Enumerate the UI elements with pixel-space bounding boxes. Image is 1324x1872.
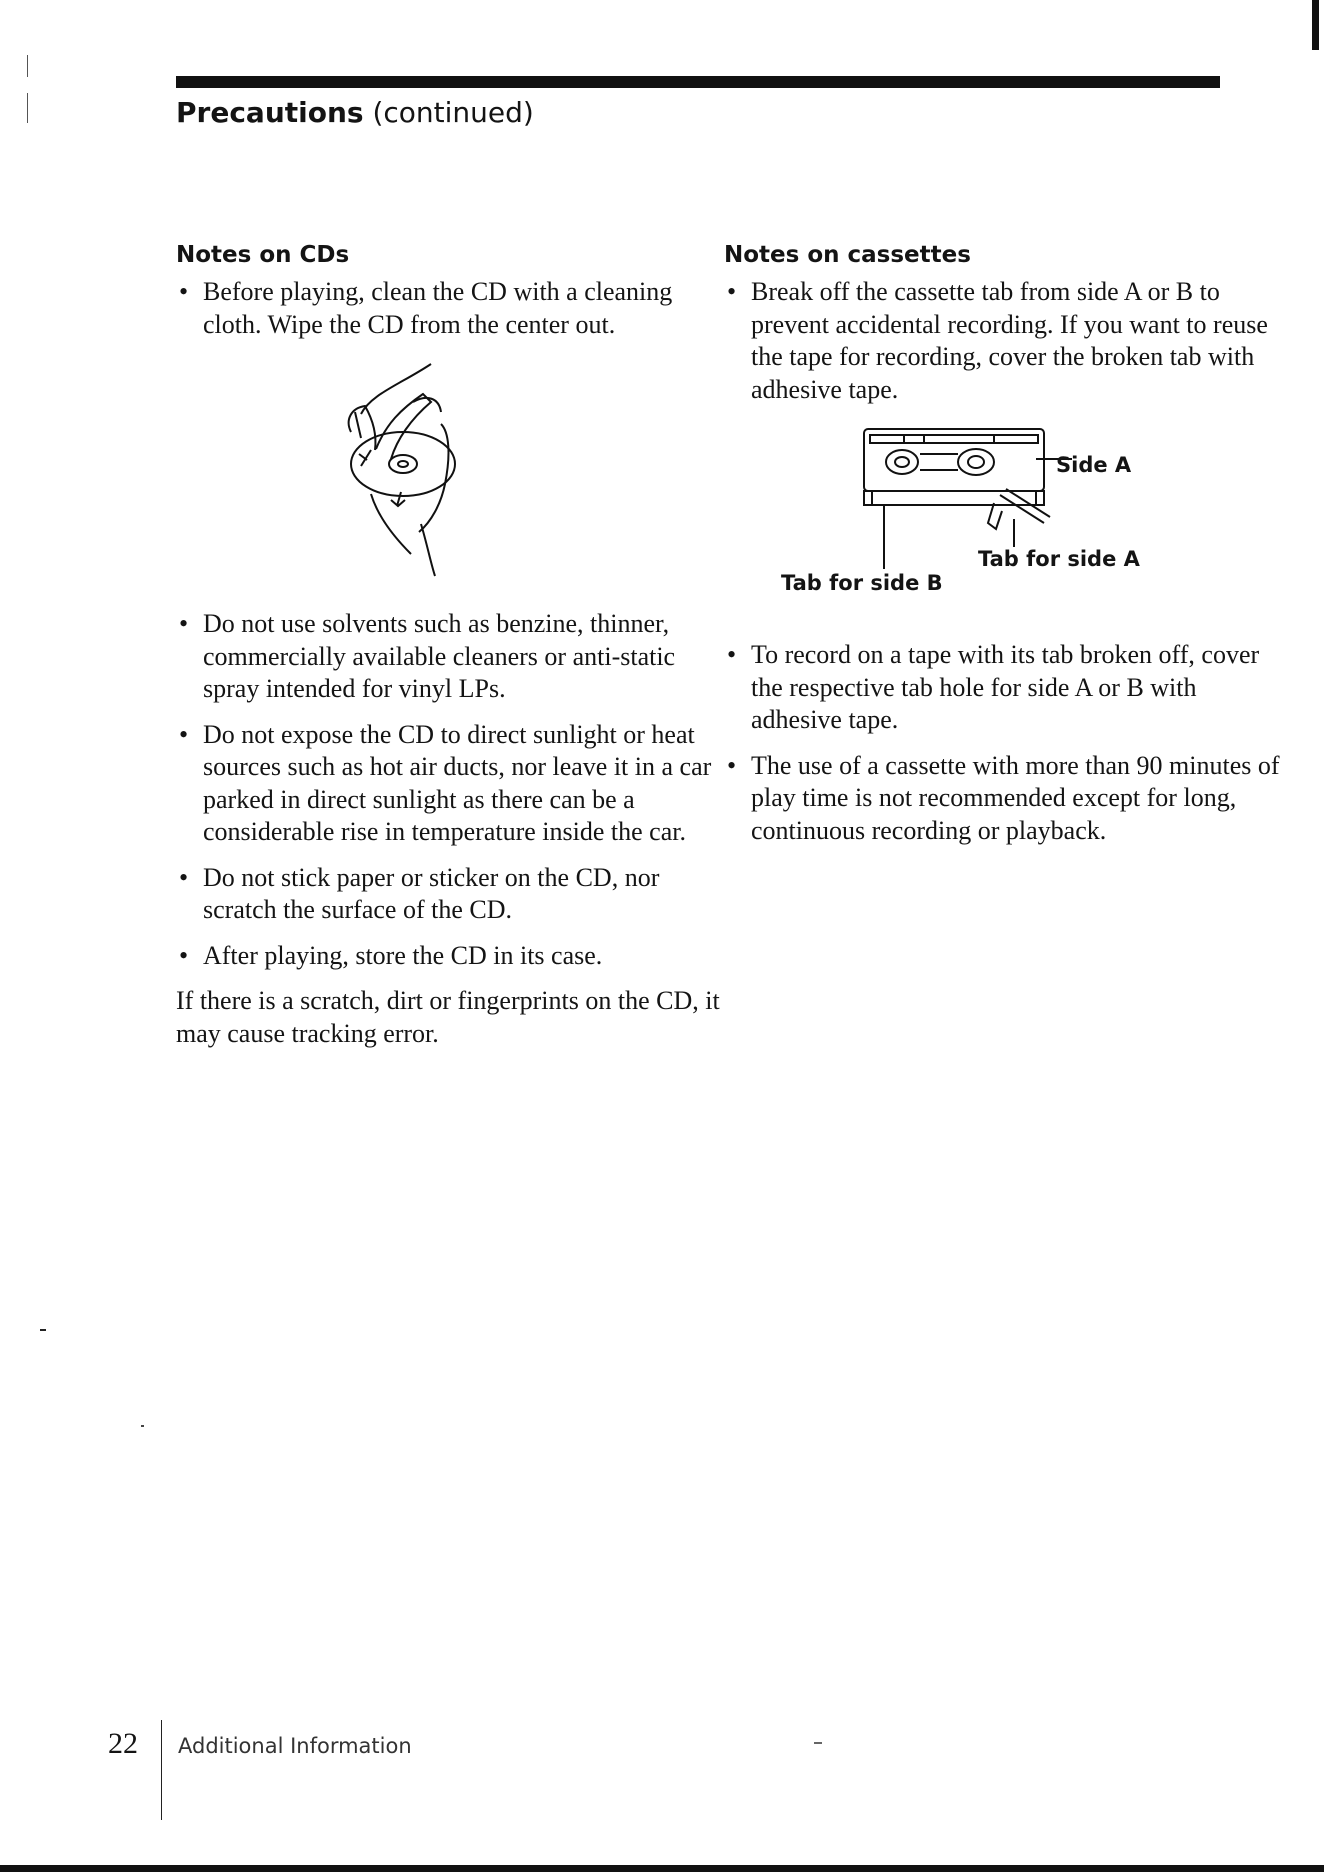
label-tab-side-b: Tab for side B xyxy=(781,571,943,595)
cd-note-bullet: • Before playing, clean the CD with a cleaning cloth. Wipe the CD from the center out. xyxy=(176,276,736,341)
page-number: 22 xyxy=(108,1727,138,1760)
page-title-suffix: (continued) xyxy=(363,96,534,129)
footer-section-name: Additional Information xyxy=(178,1734,412,1758)
corner-registration-mark xyxy=(1312,0,1319,50)
label-side-a: Side A xyxy=(1056,453,1132,477)
cd-notes-section xyxy=(176,240,736,1050)
cd-note-bullet: • After playing, store the CD in its case. xyxy=(176,940,736,973)
cd-note-bullet: • Do not stick paper or sticker on the CD, nor scratch the surface of the CD. xyxy=(176,862,736,927)
cassette-note-bullet: • The use of a cassette with more than 90 minutes of play time is not recommended except for long, continuous recording or playback. xyxy=(724,750,1284,848)
cassette-notes-title: Notes on cassettes xyxy=(724,242,971,268)
scan-speck xyxy=(814,1742,822,1744)
header-rule xyxy=(176,76,1220,88)
margin-tick xyxy=(27,55,28,77)
page-title xyxy=(176,96,534,129)
cassette-notes-section xyxy=(724,240,1284,860)
label-tab-side-a: Tab for side A xyxy=(978,547,1140,571)
cd-closing-paragraph: If there is a scratch, dirt or fingerprints on the CD, it may cause tracking error. xyxy=(176,986,720,1048)
cd-note-bullet: • Do not use solvents such as benzine, thinner, commercially available cleaners or anti-static spray intended for vinyl LPs. xyxy=(176,608,736,706)
footer-divider xyxy=(161,1720,162,1820)
scan-speck xyxy=(40,1329,46,1331)
cassette-tab-figure xyxy=(724,419,1284,619)
cd-notes-title: Notes on CDs xyxy=(176,242,350,268)
margin-tick xyxy=(27,93,28,123)
cassette-note-bullet: • To record on a tape with its tab broken off, cover the respective tab hole for side A or B with adhesive tape. xyxy=(724,639,1284,737)
scan-bottom-edge xyxy=(0,1865,1324,1872)
scan-speck xyxy=(141,1425,144,1427)
cd-cleaning-icon xyxy=(331,354,511,584)
cd-note-bullet: • Do not expose the CD to direct sunlight or heat sources such as hot air ducts, nor leave it in a car parked in direct sunlight as there can be a considerable rise in temperature inside the car. xyxy=(176,719,736,849)
cassette-note-bullet: • Break off the cassette tab from side A or B to prevent accidental recording. If you want to reuse the tape for recording, cover the broken tab with adhesive tape. xyxy=(724,276,1284,406)
page-title-bold: Precautions xyxy=(176,96,364,129)
cd-cleaning-figure xyxy=(176,354,736,594)
